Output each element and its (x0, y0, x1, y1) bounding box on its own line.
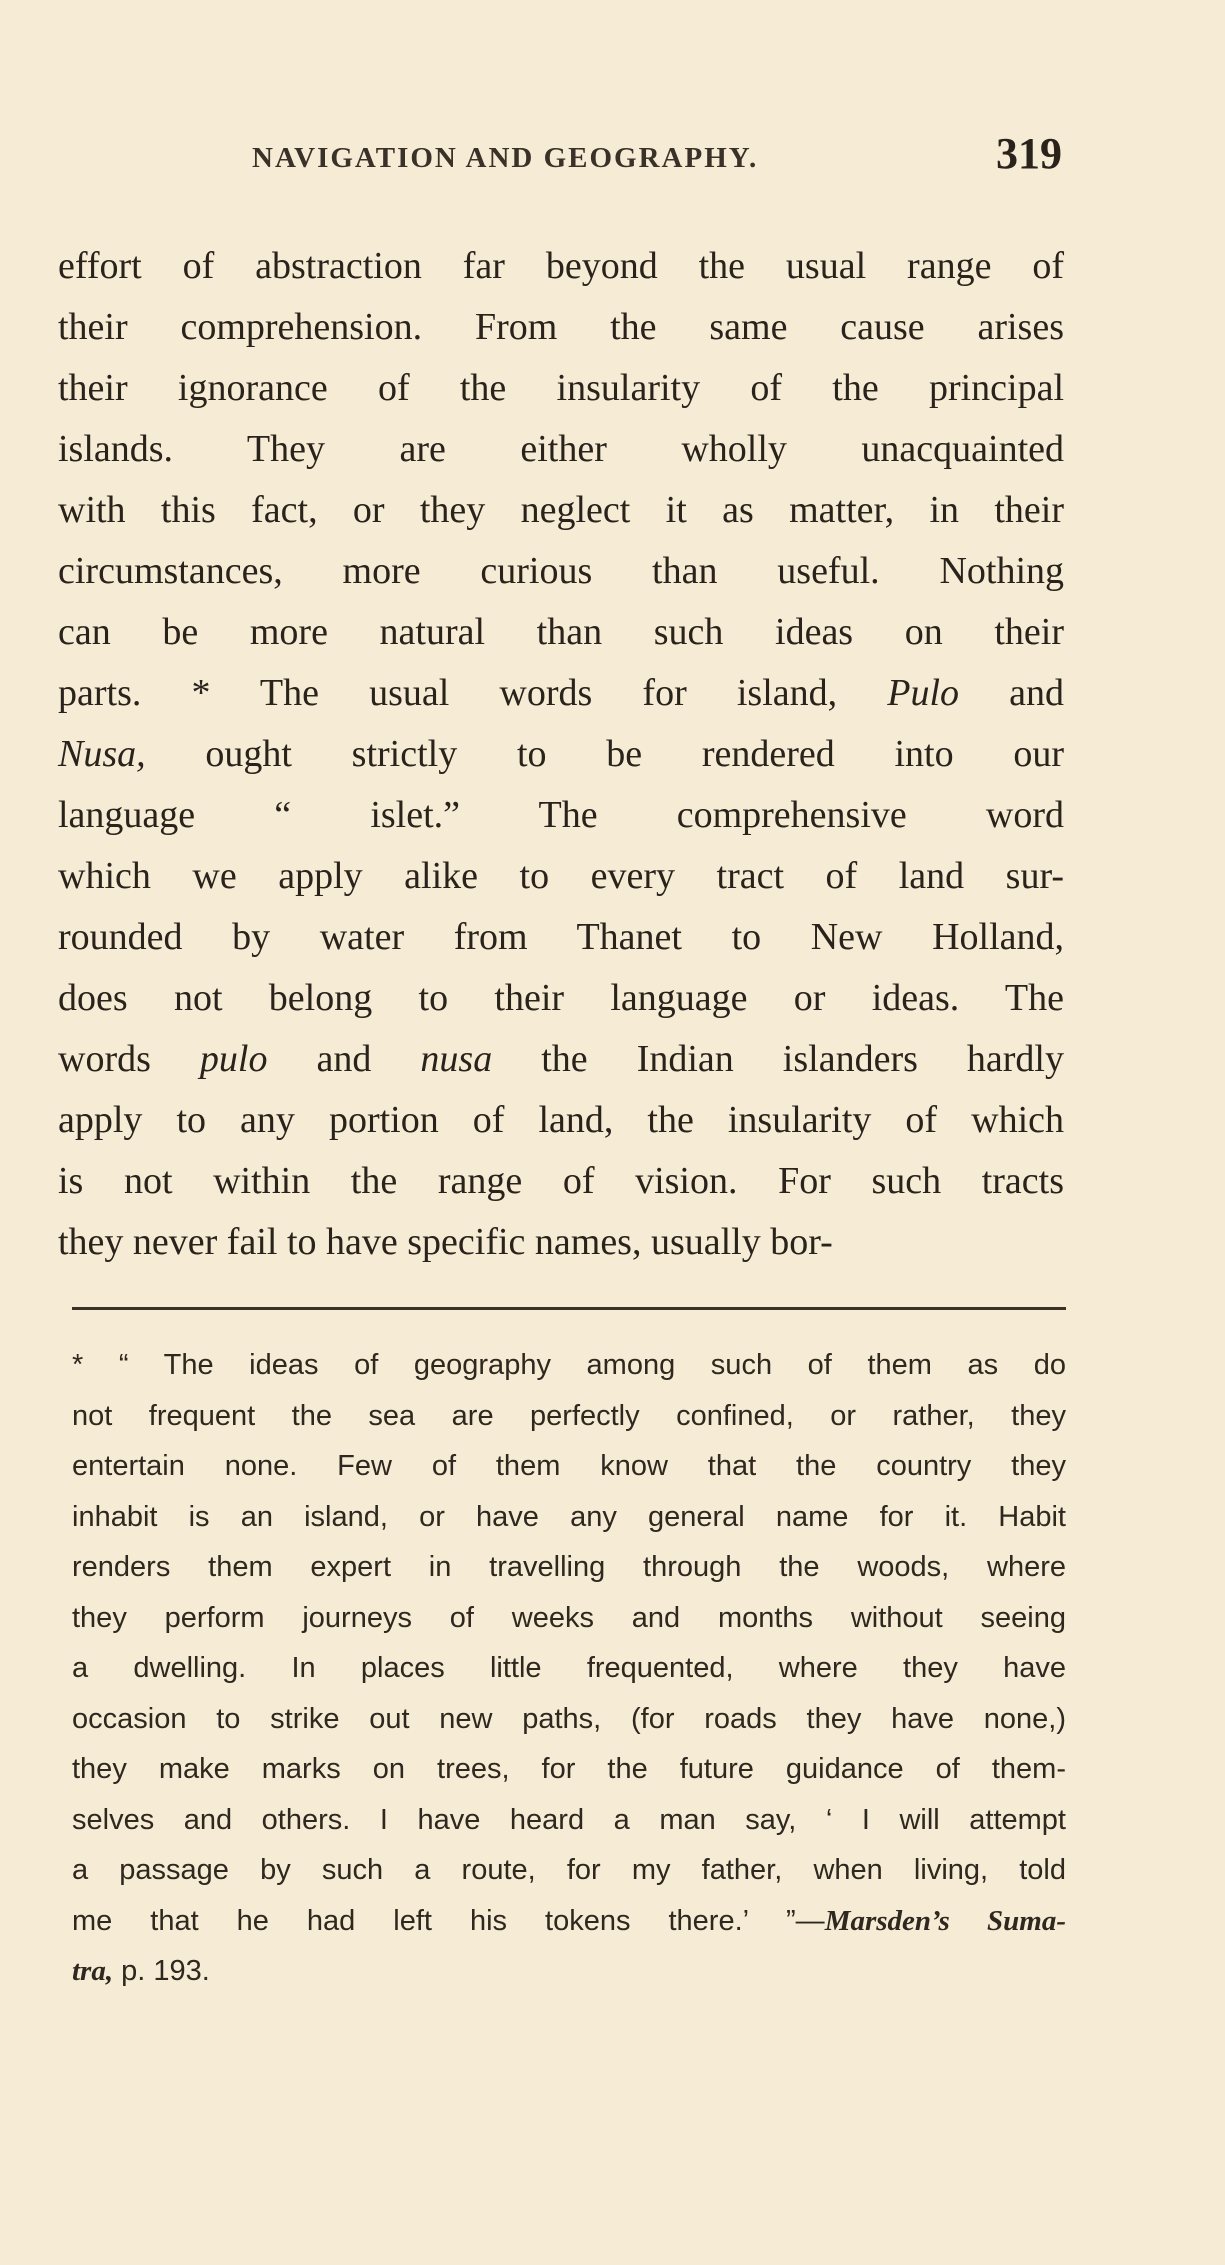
footnote-line: not frequent the sea are perfectly confined, or rather, they (72, 1399, 1066, 1432)
italic-word: pulo (199, 1038, 268, 1080)
body-line: their ignorance of the insularity of the principal (58, 367, 1064, 409)
body-line (58, 663, 1064, 724)
text-run: words (58, 1038, 200, 1080)
text-run: me that he had left his tokens there.’ ”— (72, 1904, 825, 1937)
footnote-line: inhabit is an island, or have any general name for it. Habit (72, 1500, 1066, 1533)
footnote-line: they perform journeys of weeks and months without seeing (72, 1601, 1066, 1634)
text-run: p. 193. (113, 1955, 210, 1987)
body-line: islands. They are either wholly unacquainted (58, 428, 1064, 470)
italic-word: nusa (420, 1038, 493, 1080)
body-text (58, 236, 1064, 1273)
text-run: parts. * The usual words for island, (58, 672, 888, 714)
italic-word: Nusa, (58, 733, 146, 775)
body-line: language “ islet.” The comprehensive word (58, 794, 1064, 836)
body-line: is not within the range of vision. For such tracts (58, 1160, 1064, 1202)
footnote-line: occasion to strike out new paths, (for roads they have none,) (72, 1702, 1066, 1735)
footnote-line: selves and others. I have heard a man say, ‘ I will attempt (72, 1803, 1066, 1836)
body-line: effort of abstraction far beyond the usual range of (58, 245, 1064, 287)
footnote-line: entertain none. Few of them know that the country they (72, 1450, 1066, 1482)
text-run: the Indian islanders hardly (492, 1038, 1064, 1080)
text-run: and (267, 1038, 421, 1080)
body-line: circumstances, more curious than useful. Nothing (58, 550, 1064, 592)
body-line: rounded by water from Thanet to New Holland, (58, 916, 1064, 958)
footnote-line (72, 1896, 1066, 1947)
body-line: can be more natural than such ideas on their (58, 611, 1064, 653)
body-line: which we apply alike to every tract of land sur- (58, 855, 1064, 897)
footnote-line: a dwelling. In places little frequented, where they have (72, 1652, 1066, 1684)
body-line: apply to any portion of land, the insularity of which (58, 1099, 1064, 1141)
footnote-rule (72, 1307, 1066, 1310)
page-number: 319 (996, 129, 1062, 178)
footnote-line (72, 1946, 1066, 1997)
footnote-line: * “ The ideas of geography among such of them as do (72, 1349, 1066, 1381)
footnote (72, 1340, 1066, 1997)
footnote-line: renders them expert in travelling through the woods, where (72, 1551, 1066, 1583)
footnote-line: they make marks on trees, for the future guidance of them- (72, 1753, 1066, 1785)
body-line (58, 724, 1064, 785)
italic-word: Pulo (887, 672, 960, 714)
italic-citation: Marsden’s Suma- (824, 1904, 1066, 1937)
page-header (252, 128, 1062, 184)
body-line: they never fail to have specific names, usually bor- (58, 1221, 833, 1263)
body-line (58, 1029, 1064, 1090)
body-line: does not belong to their language or ideas. The (58, 977, 1064, 1019)
body-line: with this fact, or they neglect it as matter, in their (58, 489, 1064, 531)
text-run: and (959, 672, 1064, 714)
footnote-line: a passage by such a route, for my father, when living, told (72, 1854, 1066, 1886)
italic-citation: tra, (72, 1955, 114, 1987)
text-run: ought strictly to be rendered into our (145, 733, 1064, 775)
running-head: NAVIGATION AND GEOGRAPHY. (252, 142, 759, 174)
body-line: their comprehension. From the same cause arises (58, 306, 1064, 348)
